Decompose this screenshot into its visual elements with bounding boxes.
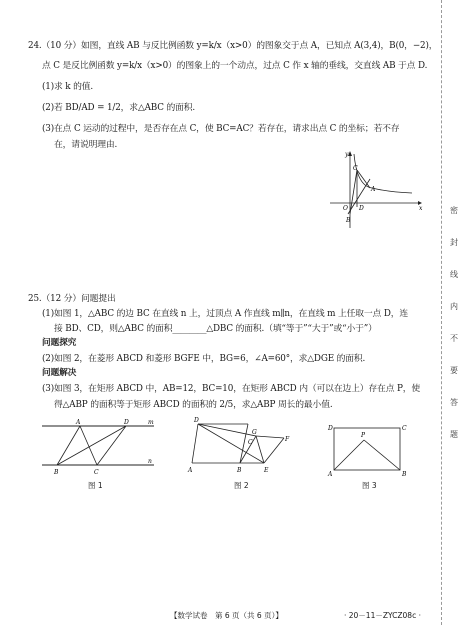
fig1-caption: 图 1 — [88, 481, 103, 490]
q24-label-y: y — [345, 151, 349, 158]
q24-figure — [326, 148, 426, 230]
q25-part1-line2: 接 BD、CD，则△ABC 的面积________△DBC 的面积.（填“等于”“大于”或“小于”） — [54, 324, 377, 334]
seal-char-2: 封 — [450, 238, 458, 247]
q25-figure-1 — [42, 418, 157, 478]
q24-label-o: O — [343, 205, 348, 212]
fig2-label-d: D — [194, 417, 199, 424]
seal-char-6: 要 — [450, 366, 458, 375]
fig1-label-n: n — [148, 458, 152, 465]
seal-char-8: 题 — [450, 430, 458, 439]
fig3-label-a: A — [328, 471, 333, 478]
q25-header: 25.（12 分）问题提出 — [28, 294, 116, 304]
q24-label-x: x — [419, 205, 423, 212]
seal-char-3: 线 — [450, 270, 458, 279]
fig2-label-e: E — [264, 467, 269, 474]
fig1-label-m: m — [148, 419, 154, 426]
fig3-label-d: D — [328, 425, 333, 432]
fig1-label-c: C — [94, 469, 99, 476]
q24-label-a: A — [371, 186, 376, 193]
q24-stem-line1: 24.（10 分）如图，直线 AB 与反比例函数 y=k/x（x>0）的图象交于点 A，已知点 A(3,4)，B(0，−2)， — [28, 41, 438, 51]
fig1-label-d: D — [124, 419, 129, 426]
fig2-label-a: A — [188, 467, 193, 474]
fig2-label-c: C — [248, 439, 253, 446]
q25-part1-line1: (1)如图 1，△ABC 的边 BC 在直线 n 上，过顶点 A 作直线 m∥n，在直线 m 上任取一点 D，连 — [42, 309, 409, 319]
q24-part3-line1: (3)在点 C 运动的过程中，是否存在点 C，使 BC=AC？若存在，请求出点 C 的坐标；若不存 — [42, 124, 400, 134]
fig3-label-p: P — [361, 432, 366, 439]
q24-part1: (1)求 k 的值. — [42, 82, 94, 92]
fig1-label-b: B — [54, 469, 59, 476]
fig3-caption: 图 3 — [362, 481, 377, 490]
q25-part3-line1: (3)如图 3，在矩形 ABCD 中，AB=12，BC=10，在矩形 ABCD 内（可以在边上）存在点 P，使 — [42, 384, 421, 394]
q25-section-solve: 问题解决 — [42, 368, 77, 378]
seal-char-1: 密 — [450, 206, 458, 215]
q24-label-b: B — [346, 217, 351, 224]
seal-char-5: 不 — [450, 334, 458, 343]
seal-char-4: 内 — [450, 302, 458, 311]
q25-figure-2 — [188, 416, 300, 480]
q25-section-explore: 问题探究 — [42, 338, 77, 348]
seal-line — [441, 0, 468, 625]
q24-label-c: C — [353, 165, 358, 172]
q25-figure-3 — [324, 422, 414, 478]
seal-char-7: 答 — [450, 398, 458, 407]
q24-part3-line2: 在，请说明理由. — [54, 140, 118, 150]
fig2-caption: 图 2 — [234, 481, 249, 490]
q24-part2: (2)若 BD/AD = 1/2，求△ABC 的面积. — [42, 103, 196, 113]
q25-part2: (2)如图 2，在菱形 ABCD 和菱形 BGFE 中，BG=6，∠A=60°，求△DGE 的面积. — [42, 354, 366, 364]
q24-label-d: D — [359, 205, 364, 212]
footer-page-info: 【数学试卷 第 6 页（共 6 页）】 — [170, 611, 283, 620]
footer-code: · 20－11－ZYCZ08c · — [344, 611, 421, 620]
fig3-label-c: C — [402, 425, 407, 432]
fig2-label-b: B — [237, 467, 242, 474]
q25-part3-line2: 得△ABP 的面积等于矩形 ABCD 的面积的 2/5，求△ABP 周长的最小值. — [54, 400, 333, 410]
q24-stem-line2: 点 C 是反比例函数 y=k/x（x>0）的图象上的一个动点，过点 C 作 x 轴的垂线，交直线 AB 于点 D. — [42, 61, 428, 71]
fig2-label-f: F — [285, 436, 290, 443]
fig1-label-a: A — [76, 419, 81, 426]
fig2-label-g: G — [252, 429, 257, 436]
fig3-label-b: B — [402, 471, 407, 478]
